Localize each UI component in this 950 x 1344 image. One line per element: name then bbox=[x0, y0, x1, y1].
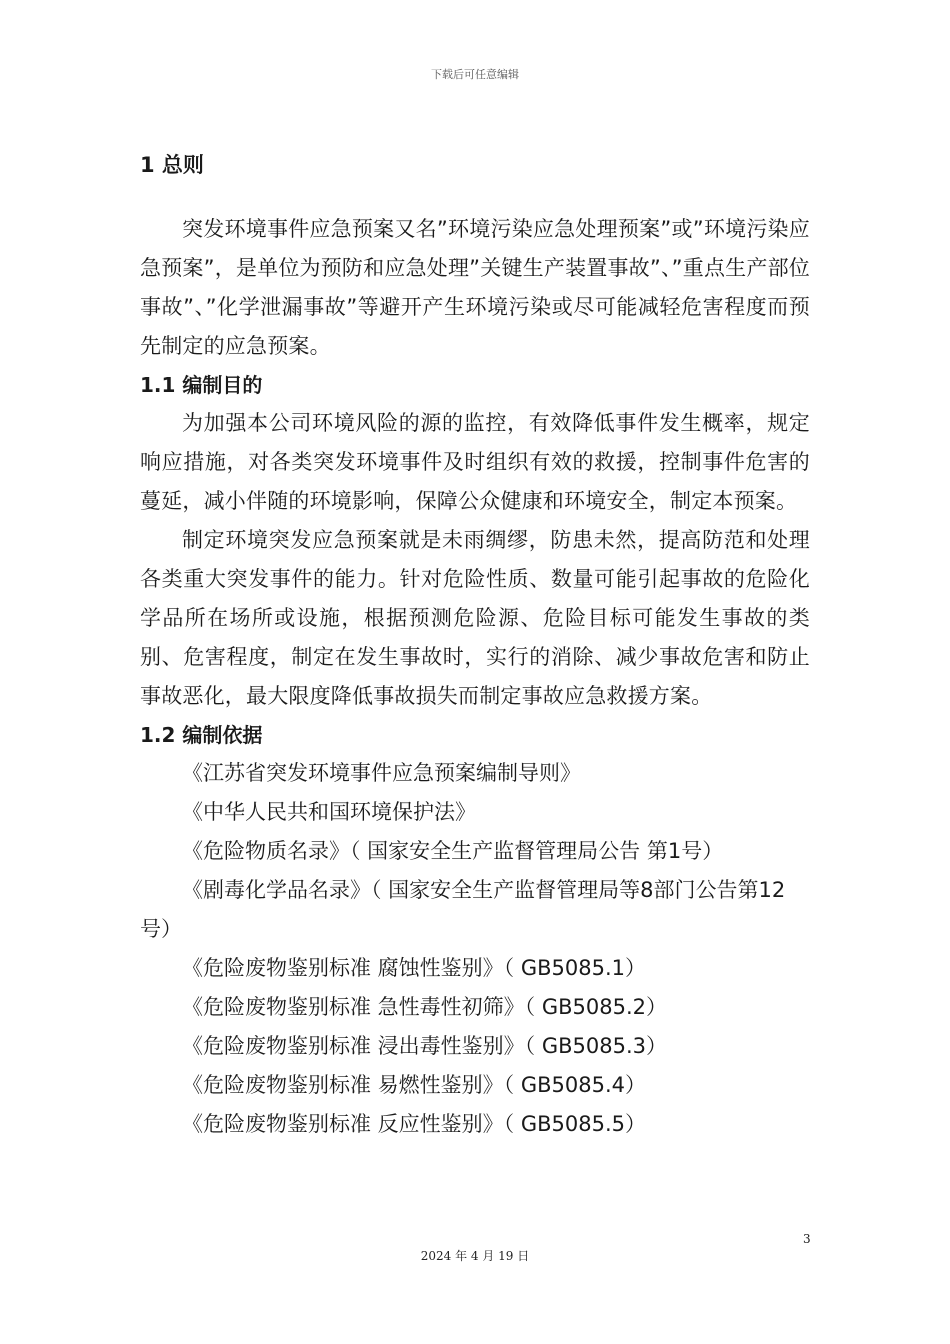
page-header: 下载后可任意编辑 bbox=[431, 68, 519, 81]
reference-item: 《江苏省突发环境事件应急预案编制导则》 bbox=[182, 761, 581, 785]
reference-item: 《危险物质名录》（ 国家安全生产监督管理局公告 第1号） bbox=[182, 839, 724, 863]
document-body bbox=[140, 146, 810, 1144]
section-title-basis: 1.2 编制依据 bbox=[140, 723, 263, 747]
reference-item: 《危险废物鉴别标准 腐蚀性鉴别》（ GB5085.1） bbox=[182, 956, 647, 980]
reference-item: 《中华人民共和国环境保护法》 bbox=[182, 800, 476, 824]
paragraph-general: 突发环境事件应急预案又名”环境污染应急处理预案”或”环境污染应急预案”，是单位为预防和应急处理”关键生产装置事故”、”重点生产部位事故”、”化学泄漏事故”等避开产生环境污染或尽可能减轻危害程度而预先制定的应急预案。 bbox=[140, 217, 810, 358]
reference-item: 《剧毒化学品名录》（ 国家安全生产监督管理局等8部门公告第12号） bbox=[140, 878, 786, 941]
paragraph-purpose-1: 为加强本公司环境风险的源的监控，有效降低事件发生概率，规定响应措施，对各类突发环境事件及时组织有效的救援，控制事件危害的蔓延，减小伴随的环境影响，保障公众健康和环境安全，制定本预案。 bbox=[140, 411, 810, 513]
page-footer-date: 2024 年 4 月 19 日 bbox=[420, 1249, 530, 1263]
reference-item: 《危险废物鉴别标准 反应性鉴别》（ GB5085.5） bbox=[182, 1112, 647, 1136]
reference-item: 《危险废物鉴别标准 浸出毒性鉴别》（ GB5085.3） bbox=[182, 1034, 668, 1058]
section-title-purpose: 1.1 编制目的 bbox=[140, 373, 263, 397]
paragraph-purpose-2: 制定环境突发应急预案就是未雨绸缪，防患未然，提高防范和处理各类重大突发事件的能力。针对危险性质、数量可能引起事故的危险化学品所在场所或设施，根据预测危险源、危险目标可能发生事故的类别、危害程度，制定在发生事故时，实行的消除、减少事故危害和防止事故恶化，最大限度降低事故损失而制定事故应急救援方案。 bbox=[140, 528, 810, 708]
section-title-general: 1 总则 bbox=[140, 153, 204, 177]
reference-item: 《危险废物鉴别标准 急性毒性初筛》（ GB5085.2） bbox=[182, 995, 668, 1019]
page-number: 3 bbox=[803, 1232, 811, 1246]
reference-item: 《危险废物鉴别标准 易燃性鉴别》（ GB5085.4） bbox=[182, 1073, 647, 1097]
